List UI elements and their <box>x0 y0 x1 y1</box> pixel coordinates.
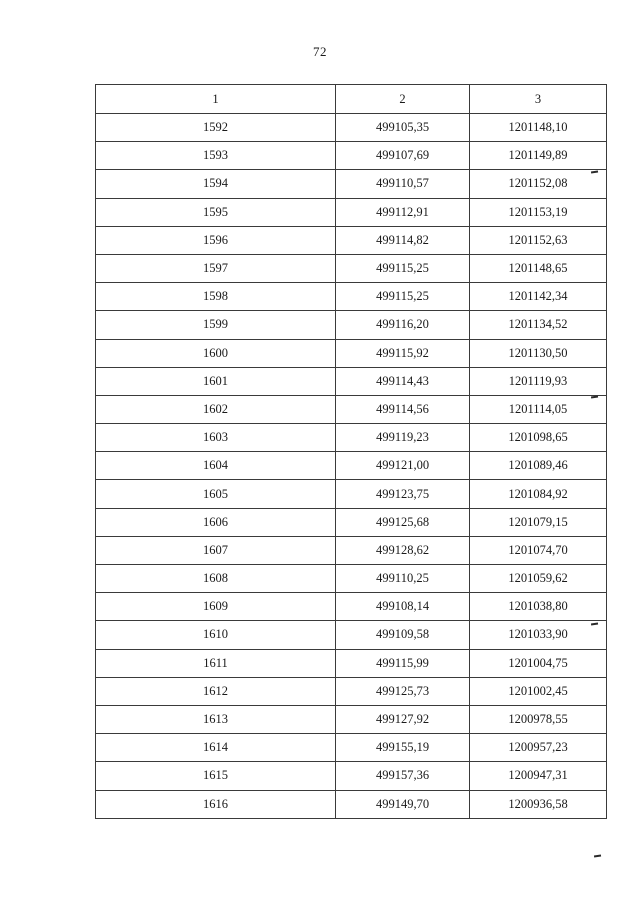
x-coordinate-cell: 499121,00 <box>336 452 470 480</box>
x-coordinate-cell: 499115,99 <box>336 649 470 677</box>
y-coordinate-cell: 1201004,75 <box>470 649 607 677</box>
point-number-cell: 1607 <box>96 536 336 564</box>
point-number-cell: 1600 <box>96 339 336 367</box>
table-row <box>96 762 607 790</box>
y-coordinate-cell: 1201142,34 <box>470 283 607 311</box>
table-row <box>96 593 607 621</box>
point-number-cell: 1598 <box>96 283 336 311</box>
y-coordinate-cell: 1201152,08 <box>470 170 607 198</box>
y-coordinate-cell: 1201152,63 <box>470 226 607 254</box>
point-number-cell: 1596 <box>96 226 336 254</box>
column-header-3: 3 <box>470 85 607 114</box>
y-coordinate-cell: 1201153,19 <box>470 198 607 226</box>
x-coordinate-cell: 499128,62 <box>336 536 470 564</box>
x-coordinate-cell: 499149,70 <box>336 790 470 818</box>
table-row <box>96 114 607 142</box>
y-coordinate-cell: 1201079,15 <box>470 508 607 536</box>
point-number-cell: 1614 <box>96 734 336 762</box>
table-row <box>96 677 607 705</box>
table-row <box>96 705 607 733</box>
page-number: 72 <box>313 44 327 59</box>
table-row <box>96 424 607 452</box>
x-coordinate-cell: 499125,73 <box>336 677 470 705</box>
point-number-cell: 1610 <box>96 621 336 649</box>
point-number-cell: 1602 <box>96 395 336 423</box>
x-coordinate-cell: 499127,92 <box>336 705 470 733</box>
table-header <box>96 85 607 114</box>
point-number-cell: 1597 <box>96 254 336 282</box>
y-coordinate-cell: 1200936,58 <box>470 790 607 818</box>
x-coordinate-cell: 499112,91 <box>336 198 470 226</box>
table-body <box>96 114 607 819</box>
column-header-1: 1 <box>96 85 336 114</box>
table-row <box>96 790 607 818</box>
point-number-cell: 1609 <box>96 593 336 621</box>
y-coordinate-cell: 1201148,65 <box>470 254 607 282</box>
x-coordinate-cell: 499110,25 <box>336 565 470 593</box>
x-coordinate-cell: 499107,69 <box>336 142 470 170</box>
x-coordinate-cell: 499115,92 <box>336 339 470 367</box>
x-coordinate-cell: 499110,57 <box>336 170 470 198</box>
table-row <box>96 480 607 508</box>
table-row <box>96 452 607 480</box>
table-row <box>96 536 607 564</box>
scan-artifact <box>594 855 601 858</box>
point-number-cell: 1616 <box>96 790 336 818</box>
y-coordinate-cell: 1201148,10 <box>470 114 607 142</box>
y-coordinate-cell: 1201098,65 <box>470 424 607 452</box>
table-row <box>96 734 607 762</box>
table-row <box>96 142 607 170</box>
point-number-cell: 1594 <box>96 170 336 198</box>
table-row <box>96 170 607 198</box>
y-coordinate-cell: 1201089,46 <box>470 452 607 480</box>
x-coordinate-cell: 499115,25 <box>336 283 470 311</box>
point-number-cell: 1615 <box>96 762 336 790</box>
table-row <box>96 311 607 339</box>
point-number-cell: 1613 <box>96 705 336 733</box>
table-row <box>96 395 607 423</box>
y-coordinate-cell: 1201149,89 <box>470 142 607 170</box>
y-coordinate-cell: 1201038,80 <box>470 593 607 621</box>
x-coordinate-cell: 499119,23 <box>336 424 470 452</box>
x-coordinate-cell: 499114,82 <box>336 226 470 254</box>
column-header-2: 2 <box>336 85 470 114</box>
y-coordinate-cell: 1200957,23 <box>470 734 607 762</box>
y-coordinate-cell: 1200947,31 <box>470 762 607 790</box>
point-number-cell: 1595 <box>96 198 336 226</box>
x-coordinate-cell: 499115,25 <box>336 254 470 282</box>
x-coordinate-cell: 499155,19 <box>336 734 470 762</box>
point-number-cell: 1612 <box>96 677 336 705</box>
point-number-cell: 1601 <box>96 367 336 395</box>
table-row <box>96 367 607 395</box>
table-row <box>96 283 607 311</box>
table-row <box>96 226 607 254</box>
table-row <box>96 254 607 282</box>
y-coordinate-cell: 1201084,92 <box>470 480 607 508</box>
table-row <box>96 649 607 677</box>
x-coordinate-cell: 499116,20 <box>336 311 470 339</box>
table-row <box>96 339 607 367</box>
x-coordinate-cell: 499123,75 <box>336 480 470 508</box>
point-number-cell: 1592 <box>96 114 336 142</box>
y-coordinate-cell: 1200978,55 <box>470 705 607 733</box>
table-row <box>96 508 607 536</box>
y-coordinate-cell: 1201119,93 <box>470 367 607 395</box>
table-row <box>96 565 607 593</box>
point-number-cell: 1606 <box>96 508 336 536</box>
y-coordinate-cell: 1201130,50 <box>470 339 607 367</box>
x-coordinate-cell: 499114,56 <box>336 395 470 423</box>
y-coordinate-cell: 1201134,52 <box>470 311 607 339</box>
y-coordinate-cell: 1201059,62 <box>470 565 607 593</box>
point-number-cell: 1593 <box>96 142 336 170</box>
point-number-cell: 1604 <box>96 452 336 480</box>
x-coordinate-cell: 499109,58 <box>336 621 470 649</box>
x-coordinate-cell: 499105,35 <box>336 114 470 142</box>
y-coordinate-cell: 1201002,45 <box>470 677 607 705</box>
table-row <box>96 621 607 649</box>
table-row <box>96 198 607 226</box>
y-coordinate-cell: 1201074,70 <box>470 536 607 564</box>
header-row <box>96 85 607 114</box>
x-coordinate-cell: 499125,68 <box>336 508 470 536</box>
x-coordinate-cell: 499108,14 <box>336 593 470 621</box>
coordinates-table <box>95 84 607 819</box>
point-number-cell: 1608 <box>96 565 336 593</box>
x-coordinate-cell: 499157,36 <box>336 762 470 790</box>
y-coordinate-cell: 1201114,05 <box>470 395 607 423</box>
point-number-cell: 1603 <box>96 424 336 452</box>
point-number-cell: 1611 <box>96 649 336 677</box>
point-number-cell: 1605 <box>96 480 336 508</box>
y-coordinate-cell: 1201033,90 <box>470 621 607 649</box>
x-coordinate-cell: 499114,43 <box>336 367 470 395</box>
point-number-cell: 1599 <box>96 311 336 339</box>
